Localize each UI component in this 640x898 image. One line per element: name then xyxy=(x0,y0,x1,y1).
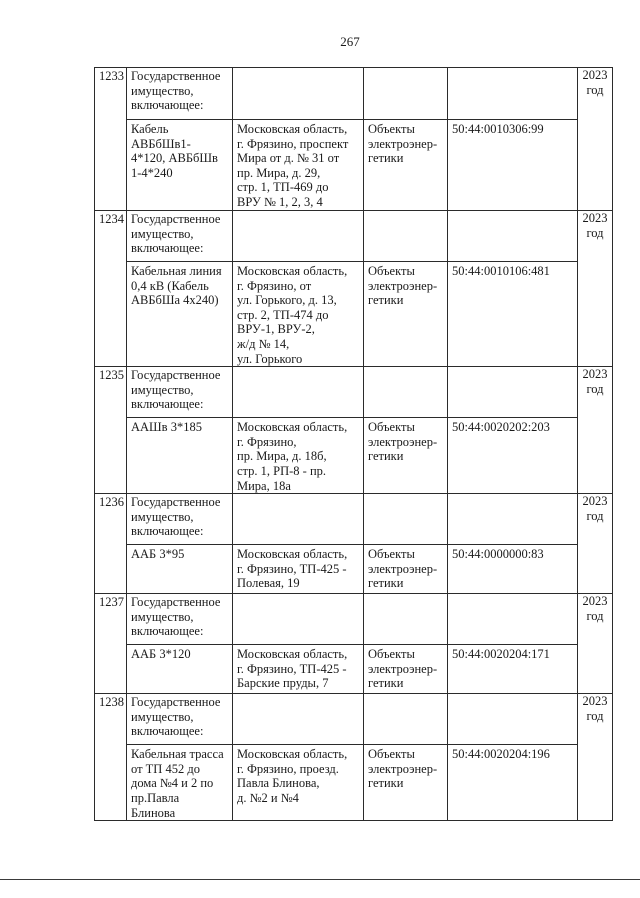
year-cell xyxy=(578,594,613,694)
address xyxy=(233,418,364,494)
cell-line: ААШв 3*185 xyxy=(131,420,202,435)
cell-line: ж/д № 14, xyxy=(237,336,290,351)
empty-cell xyxy=(448,68,578,120)
property-kind xyxy=(127,694,233,745)
item-name xyxy=(127,645,233,694)
cell-line: г. Фрязино, от xyxy=(237,278,312,293)
empty-cell xyxy=(364,367,448,418)
registry-body xyxy=(95,68,613,821)
record-number: 1236 xyxy=(95,494,127,594)
cell-line: стр. 1, ТП-469 до xyxy=(237,180,329,195)
property-kind xyxy=(127,367,233,418)
cell-line: от ТП 452 до xyxy=(131,761,200,776)
table-row-detail xyxy=(95,645,613,694)
empty-cell xyxy=(364,494,448,545)
cell-line: включающее: xyxy=(131,524,204,539)
empty-cell xyxy=(448,211,578,262)
table-row-detail xyxy=(95,545,613,594)
item-name xyxy=(127,545,233,594)
cell-line: ААБ 3*95 xyxy=(131,547,185,562)
cell-line: Государственное xyxy=(131,695,221,710)
table-row xyxy=(95,594,613,645)
table-row-detail xyxy=(95,745,613,821)
cell-line: г. Фрязино, ТП-425 - xyxy=(237,561,347,576)
cell-line: 2023 xyxy=(582,494,608,509)
cell-line: 2023 xyxy=(582,694,608,709)
cell-line: гетики xyxy=(368,151,404,166)
property-kind xyxy=(127,211,233,262)
cell-line: 4*120, АВБбШв xyxy=(131,151,218,166)
cell-line: гетики xyxy=(368,293,404,308)
year-cell xyxy=(578,68,613,211)
object-type xyxy=(364,745,448,821)
cell-line: Объекты xyxy=(368,122,415,136)
cell-line: Объекты xyxy=(368,547,415,562)
item-name xyxy=(127,745,233,821)
cell-line: Мира от д. № 31 от xyxy=(237,151,340,166)
empty-cell xyxy=(233,367,364,418)
table-row xyxy=(95,694,613,745)
cell-line: ВРУ № 1, 2, 3, 4 xyxy=(237,194,323,209)
property-kind xyxy=(127,68,233,120)
cell-line: Государственное xyxy=(131,212,221,226)
cell-line: ул. Горького, д. 13, xyxy=(237,293,337,308)
cell-line: 2023 xyxy=(582,367,608,382)
table-row-detail xyxy=(95,418,613,494)
cell-line: Московская область, xyxy=(237,547,348,562)
cell-line: включающее: xyxy=(131,397,204,412)
year-cell xyxy=(578,211,613,367)
empty-cell xyxy=(448,694,578,745)
empty-cell xyxy=(448,494,578,545)
cell-line: год xyxy=(586,708,604,723)
record-number: 1235 xyxy=(95,367,127,494)
cell-line: ул. Горького xyxy=(237,351,303,366)
cell-line: включающее: xyxy=(131,624,204,639)
cell-line: имущество, xyxy=(131,609,194,624)
empty-cell xyxy=(233,594,364,645)
empty-cell xyxy=(233,211,364,262)
cadastral-number: 50:44:0000000:83 xyxy=(448,545,578,594)
empty-cell xyxy=(233,694,364,745)
cell-line: стр. 1, РП-8 - пр. xyxy=(237,463,327,478)
year-cell xyxy=(578,367,613,494)
cell-line: Блинова xyxy=(131,805,176,820)
cell-line: электроэнер- xyxy=(368,278,438,293)
object-type xyxy=(364,545,448,594)
cell-line: АВБбШв1- xyxy=(131,136,191,151)
cadastral-number: 50:44:0010106:481 xyxy=(448,262,578,367)
cell-line: Кабель xyxy=(131,122,169,136)
cell-line: ВРУ-1, ВРУ-2, xyxy=(237,322,315,337)
cell-line: г. Фрязино, проезд. xyxy=(237,761,339,776)
cell-line: Объекты xyxy=(368,747,415,762)
cell-line: Московская область, xyxy=(237,122,348,136)
table-row-detail xyxy=(95,120,613,211)
address xyxy=(233,262,364,367)
address xyxy=(233,745,364,821)
cell-line: электроэнер- xyxy=(368,761,438,776)
cell-line: электроэнер- xyxy=(368,434,438,449)
empty-cell xyxy=(364,594,448,645)
record-number: 1234 xyxy=(95,211,127,367)
cell-line: Мира, 18а xyxy=(237,478,291,493)
cell-line: Полевая, 19 xyxy=(237,576,300,591)
empty-cell xyxy=(233,68,364,120)
table-row xyxy=(95,68,613,120)
property-kind xyxy=(127,494,233,545)
item-name xyxy=(127,262,233,367)
object-type xyxy=(364,645,448,694)
cell-line: имущество, xyxy=(131,382,194,397)
address xyxy=(233,545,364,594)
record-number: 1233 xyxy=(95,68,127,211)
cadastral-number: 50:44:0010306:99 xyxy=(448,120,578,211)
cell-line: 2023 xyxy=(582,211,608,225)
cell-line: Кабельная трасса xyxy=(131,747,224,762)
empty-cell xyxy=(233,494,364,545)
cell-line: имущество, xyxy=(131,83,194,98)
cell-line: дома №4 и 2 по xyxy=(131,776,214,791)
cell-line: пр. Мира, д. 29, xyxy=(237,165,321,180)
object-type xyxy=(364,120,448,211)
cell-line: имущество, xyxy=(131,226,194,241)
year-cell xyxy=(578,694,613,821)
cell-line: гетики xyxy=(368,676,404,691)
cell-line: Кабельная линия xyxy=(131,264,222,278)
cell-line: электроэнер- xyxy=(368,661,438,676)
cell-line: г. Фрязино, xyxy=(237,434,297,449)
item-name xyxy=(127,120,233,211)
table-row xyxy=(95,367,613,418)
cell-line: электроэнер- xyxy=(368,561,438,576)
empty-cell xyxy=(448,594,578,645)
table-row xyxy=(95,211,613,262)
cell-line: Барские пруды, 7 xyxy=(237,676,329,691)
scan-bottom-edge xyxy=(0,879,640,880)
cell-line: электроэнер- xyxy=(368,136,438,151)
cell-line: пр. Мира, д. 18б, xyxy=(237,449,327,464)
year-cell xyxy=(578,494,613,594)
cell-line: год xyxy=(586,608,604,623)
record-number: 1238 xyxy=(95,694,127,821)
cell-line: Государственное xyxy=(131,69,221,83)
table-row-detail xyxy=(95,262,613,367)
cell-line: Московская область, xyxy=(237,264,348,278)
table-row xyxy=(95,494,613,545)
cadastral-number: 50:44:0020204:171 xyxy=(448,645,578,694)
cell-line: 2023 xyxy=(582,594,608,609)
cell-line: ААБ 3*120 xyxy=(131,647,191,662)
cell-line: д. №2 и №4 xyxy=(237,790,299,805)
cell-line: Московская область, xyxy=(237,747,348,762)
property-kind xyxy=(127,594,233,645)
cell-line: Московская область, xyxy=(237,647,348,662)
cell-line: Павла Блинова, xyxy=(237,776,320,791)
cell-line: Государственное xyxy=(131,368,221,383)
address xyxy=(233,120,364,211)
object-type xyxy=(364,418,448,494)
cell-line: год xyxy=(586,225,604,240)
cell-line: Государственное xyxy=(131,595,221,610)
page-number: 267 xyxy=(340,34,360,49)
cell-line: год xyxy=(586,82,604,97)
cell-line: год xyxy=(586,508,604,523)
cadastral-number: 50:44:0020204:196 xyxy=(448,745,578,821)
cell-line: Объекты xyxy=(368,264,415,278)
empty-cell xyxy=(364,694,448,745)
cell-line: г. Фрязино, проспект xyxy=(237,136,349,151)
record-number: 1237 xyxy=(95,594,127,694)
address xyxy=(233,645,364,694)
cell-line: стр. 2, ТП-474 до xyxy=(237,307,329,322)
cell-line: имущество, xyxy=(131,709,194,724)
cell-line: гетики xyxy=(368,576,404,591)
registry-table xyxy=(94,67,613,821)
cell-line: включающее: xyxy=(131,724,204,739)
cell-line: АВБбШа 4х240) xyxy=(131,293,219,308)
empty-cell xyxy=(364,211,448,262)
cell-line: имущество, xyxy=(131,509,194,524)
cell-line: Объекты xyxy=(368,420,415,435)
item-name xyxy=(127,418,233,494)
object-type xyxy=(364,262,448,367)
cell-line: 2023 xyxy=(582,68,608,82)
cell-line: гетики xyxy=(368,776,404,791)
cell-line: включающее: xyxy=(131,241,204,256)
cell-line: гетики xyxy=(368,449,404,464)
empty-cell xyxy=(448,367,578,418)
cell-line: 1-4*240 xyxy=(131,165,173,180)
cell-line: 0,4 кВ (Кабель xyxy=(131,278,209,293)
cell-line: Московская область, xyxy=(237,420,348,435)
cell-line: г. Фрязино, ТП-425 - xyxy=(237,661,347,676)
cell-line: включающее: xyxy=(131,98,204,113)
cell-line: Государственное xyxy=(131,495,221,510)
cell-line: пр.Павла xyxy=(131,790,180,805)
cadastral-number: 50:44:0020202:203 xyxy=(448,418,578,494)
empty-cell xyxy=(364,68,448,120)
cell-line: Объекты xyxy=(368,647,415,662)
cell-line: год xyxy=(586,381,604,396)
